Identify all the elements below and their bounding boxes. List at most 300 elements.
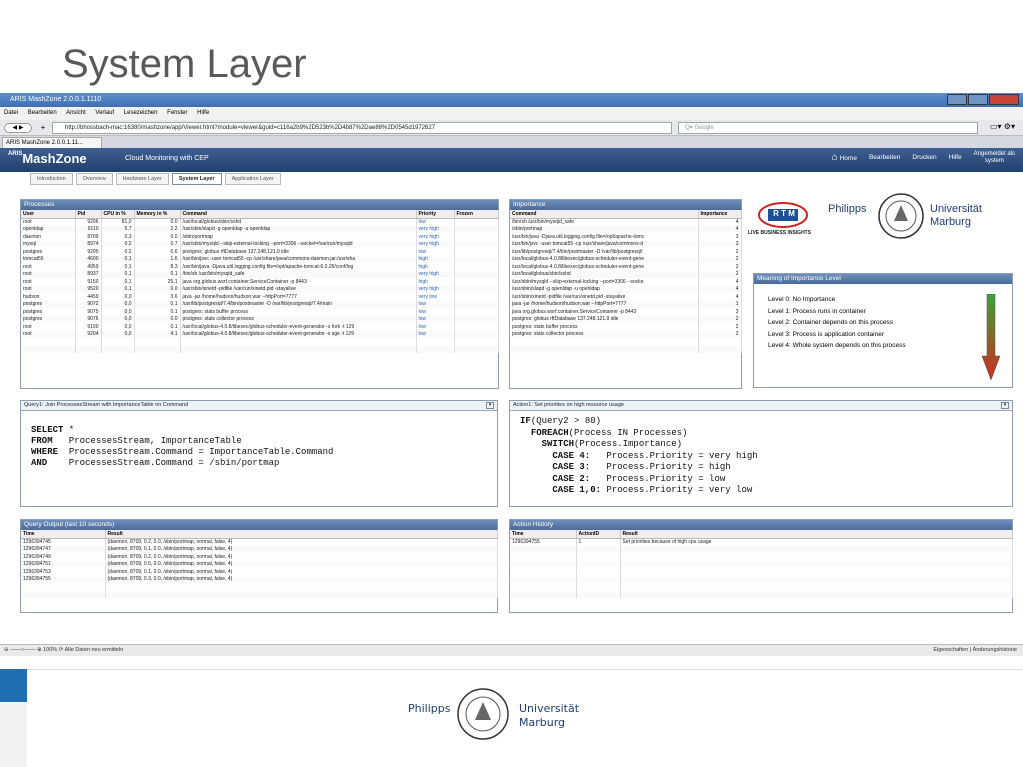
close-button[interactable] (989, 94, 1019, 105)
importance-cell: 2 (698, 256, 741, 264)
processes-cell: 0,2 (101, 241, 134, 249)
importance-row[interactable] (510, 301, 741, 309)
menu-datei[interactable]: Datei (4, 110, 19, 116)
menu-verlauf[interactable]: Verlauf (95, 110, 115, 116)
query1-expression: ProcessesStream, ImportanceTable (52, 436, 242, 446)
action1-line (520, 439, 1002, 451)
processes-cell: 9296 (75, 218, 101, 226)
action1-line (520, 416, 1002, 428)
home-link[interactable] (832, 151, 857, 166)
app-header (0, 148, 1023, 172)
action-history-empty-cell (576, 546, 620, 554)
importance-row[interactable] (510, 241, 741, 249)
processes-empty-cell (21, 346, 75, 354)
query1-expression: ProcessesStream.Command = /sbin/portmap (47, 458, 280, 468)
menu-bar (0, 107, 1023, 120)
query1-keyword: FROM (31, 436, 53, 446)
action-history-empty-cell (620, 568, 1012, 576)
query-output-empty-cell (105, 583, 497, 591)
processes-cell: 8937 (75, 271, 101, 279)
processes-column-header: Memory in % (134, 210, 180, 218)
query-output-empty-cell (105, 591, 497, 599)
processes-title: Processes (21, 200, 498, 210)
processes-cell: root (21, 263, 75, 271)
importance-column-header: Command (510, 210, 698, 218)
importance-row[interactable] (510, 293, 741, 301)
processes-row[interactable] (21, 308, 498, 316)
processes-cell (454, 323, 498, 331)
query-output-row[interactable] (21, 561, 497, 569)
processes-cell: /usr/local/globus/sbin/sshd (180, 218, 416, 226)
query-output-cell: 1296394749 (21, 553, 105, 561)
processes-cell: root (21, 278, 75, 286)
status-right-links[interactable]: Eigenschaften | Änderungshistorie (933, 647, 1017, 653)
action1-line (520, 485, 1002, 497)
processes-cell: 0,3 (101, 233, 134, 241)
importance-row[interactable] (510, 233, 741, 241)
action1-keyword: CASE 3: (552, 462, 591, 472)
processes-cell: 0,0 (101, 323, 134, 331)
processes-cell: 0,1 (101, 271, 134, 279)
processes-cell (454, 271, 498, 279)
query-output-row[interactable] (21, 553, 497, 561)
query-output-row[interactable] (21, 568, 497, 576)
footer-philipps: Philipps (408, 702, 451, 715)
zoom-slider[interactable]: ⊖ ——○—— ⊕ (4, 647, 44, 653)
query-output-cell: 1296394747 (21, 546, 105, 554)
importance-cell: /usr/local/globus-4.0.8/libexec/globus-scheduler-event-gene (510, 263, 698, 271)
processes-row[interactable] (21, 248, 498, 256)
processes-row[interactable] (21, 293, 498, 301)
meaning-level-0: Level 0: No Importance (768, 296, 836, 303)
action-history-empty-cell (620, 583, 1012, 591)
query-output-cell: 1296394753 (21, 568, 105, 576)
importance-cell: /usr/sbin/slapd -g openldap -u openldap (510, 286, 698, 294)
query-output-title: Query Output (last 10 seconds) (21, 520, 497, 530)
query-output-row[interactable] (21, 576, 497, 584)
importance-row[interactable] (510, 308, 741, 316)
processes-cell (454, 301, 498, 309)
processes-cell: very low (416, 293, 454, 301)
processes-column-header: Frozen (454, 210, 498, 218)
processes-cell: 9110 (75, 226, 101, 234)
browser-tab[interactable]: ARIS MashZone 2.0.0.1.11... (2, 137, 102, 148)
processes-cell: mysql (21, 241, 75, 249)
maximize-button[interactable] (968, 94, 988, 105)
importance-cell: java -jar /home/hudson/hudson.war --httpPort=7777 (510, 301, 698, 309)
action-history-empty-cell (576, 561, 620, 569)
processes-cell: 1.6 (134, 256, 180, 264)
importance-empty-row (510, 338, 741, 346)
footer-uni-1: Universität (519, 702, 580, 715)
browser-tab-bar (0, 136, 1023, 148)
importance-row[interactable] (510, 316, 741, 324)
processes-cell: 0,1 (101, 286, 134, 294)
processes-cell: 0,0 (101, 331, 134, 339)
importance-cell: postgres: globus rftDatabase 137.248.121.9 idle (510, 316, 698, 324)
menu-hilfe[interactable]: Hilfe (197, 110, 210, 116)
menu-fenster[interactable]: Fenster (167, 110, 188, 116)
processes-cell: 0.1 (134, 271, 180, 279)
processes-table (21, 210, 499, 353)
new-tab-icon[interactable]: + (40, 123, 46, 132)
processes-cell: low (416, 331, 454, 339)
refresh-icon[interactable]: ⟳ (58, 647, 65, 653)
importance-row[interactable] (510, 256, 741, 264)
processes-cell: 2.2 (134, 226, 180, 234)
processes-cell (454, 241, 498, 249)
processes-cell: 81,0 (101, 218, 134, 226)
action-history-title: Action History (510, 520, 1012, 530)
query-output-row[interactable] (21, 546, 497, 554)
processes-cell: 8709 (75, 233, 101, 241)
footer-accent (0, 669, 27, 702)
rtm-subtitle: LIVE BUSINESS INSIGHTS (748, 230, 812, 236)
processes-row[interactable] (21, 241, 498, 249)
action1-expression: Process.Priority = high (590, 462, 731, 472)
importance-row[interactable] (510, 278, 741, 286)
action-history-empty-cell (576, 553, 620, 561)
processes-column-header: Pid (75, 210, 101, 218)
importance-empty-cell (510, 338, 698, 346)
processes-empty-cell (101, 346, 134, 354)
query-output-row[interactable] (21, 538, 497, 546)
processes-cell: 9072 (75, 301, 101, 309)
processes-cell: 0,1 (101, 256, 134, 264)
processes-cell (454, 218, 498, 226)
action1-expression: Process.Priority = low (590, 473, 726, 484)
query1-keyword: WHERE (31, 447, 59, 457)
query1-line (31, 447, 487, 458)
minimize-button[interactable] (947, 94, 967, 105)
processes-cell: 4459 (75, 293, 101, 301)
importance-cell: /usr/local/globus/sbin/sshd (510, 271, 698, 279)
importance-cell: 3 (698, 233, 741, 241)
processes-cell: 0,1 (101, 278, 134, 286)
processes-empty-cell (416, 338, 454, 346)
tab-introduction[interactable]: Introduction (30, 173, 73, 185)
processes-cell: high (416, 278, 454, 286)
action-history-empty-row (510, 553, 1012, 561)
processes-cell: low (416, 316, 454, 324)
importance-cell: 4 (698, 286, 741, 294)
window-title-bar (0, 93, 1023, 107)
meaning-list (754, 284, 1012, 362)
query1-header (21, 401, 497, 411)
query1-line (31, 458, 487, 469)
action1-expression: (Query2 > 80) (530, 416, 602, 426)
processes-cell: postgres: stats collector process (180, 316, 416, 324)
query-output-panel (20, 519, 498, 613)
processes-cell: 0.1 (134, 308, 180, 316)
processes-cell: very high (416, 241, 454, 249)
importance-cell: postgres: stats collector process (510, 331, 698, 339)
action1-header (510, 401, 1012, 411)
action1-expression: Process.Priority = very high (590, 450, 758, 461)
query1-line (31, 425, 487, 436)
tab-application-layer[interactable]: Application Layer (225, 173, 281, 185)
processes-cell: very high (416, 286, 454, 294)
processes-cell: 0,0 (101, 316, 134, 324)
importance-row[interactable] (510, 263, 741, 271)
processes-empty-row (21, 338, 498, 346)
action-history-cell: Set priorities because of high cpu usage (620, 538, 1012, 546)
importance-row[interactable] (510, 331, 741, 339)
processes-cell: 8.3 (134, 263, 180, 271)
menu-bearbeiten[interactable]: Bearbeiten (27, 110, 57, 116)
processes-empty-cell (454, 346, 498, 354)
action1-line (520, 474, 1002, 486)
meaning-level-3: Level 3: Process is application container (768, 330, 884, 338)
processes-cell: 0.6 (134, 248, 180, 256)
tab-system-layer[interactable]: System Layer (172, 173, 222, 185)
query-output-column-header: Time (21, 530, 105, 538)
processes-cell: /usr/sbin/xinetd -pidfile /var/run/xinetd.pid -stayalive (180, 286, 416, 294)
importance-cell: 4 (698, 293, 741, 301)
processes-cell: 3.6 (134, 293, 180, 301)
url-field[interactable]: http://bhossbach-mac:16380/mashzone/app/Viewer.html?module=viewer&guid=c116a2b9%2D523b%2D4b87%2Dae88%2D0545d1972627 (52, 122, 672, 134)
processes-column-header: CPU in % (101, 210, 134, 218)
processes-cell (454, 308, 498, 316)
processes-column-header: User (21, 210, 75, 218)
query-output-cell: (daemon, 8709, 0.1, 0.0, /sbin/portmap, normal, false, 4) (105, 546, 497, 554)
tab-hardware-layer[interactable]: Hardware Layer (116, 173, 169, 185)
action-history-empty-row (510, 591, 1012, 599)
action-history-empty-row (510, 576, 1012, 584)
window-title: ARIS MashZone 2.0.0.1.1110 (10, 96, 102, 103)
processes-cell: very high (416, 233, 454, 241)
processes-cell (454, 316, 498, 324)
action-history-empty-row (510, 568, 1012, 576)
processes-cell (454, 263, 498, 271)
search-placeholder: Google (694, 125, 714, 131)
processes-cell: 0.7 (134, 241, 180, 249)
action-history-empty-cell (620, 576, 1012, 584)
action-history-empty-row (510, 546, 1012, 554)
processes-cell: low (416, 218, 454, 226)
app-tabs (30, 173, 281, 185)
footer-logo (405, 686, 605, 744)
action1-panel (509, 400, 1013, 507)
processes-cell: root (21, 218, 75, 226)
processes-cell: high (416, 263, 454, 271)
processes-cell: /usr/bin/java -Djava.util.logging.config.file=/opt/apache-tomcat-6.0.26/conf/log (180, 263, 416, 271)
processes-panel (20, 199, 499, 389)
processes-cell: /usr/lib/postgresql/7.4/bin/postmaster -D /var/lib/postgresql/7.4/main (180, 301, 416, 309)
processes-cell: /bin/sh /usr/bin/mysqld_safe (180, 271, 416, 279)
processes-row[interactable] (21, 286, 498, 294)
processes-cell: postgres (21, 248, 75, 256)
hilfe-link[interactable]: Hilfe (948, 154, 962, 161)
rtm-letters: R T M (773, 209, 795, 218)
processes-row[interactable] (21, 278, 498, 286)
processes-cell (454, 331, 498, 339)
zoom-level: 100% (43, 647, 58, 653)
action-history-empty-row (510, 561, 1012, 569)
importance-cell: 3 (698, 241, 741, 249)
importance-cell: 2 (698, 248, 741, 256)
query1-keyword: SELECT (31, 425, 64, 435)
importance-empty-cell (698, 346, 741, 354)
query-output-cell: (daemon, 8709, 0.2, 0.0, /sbin/portmap, normal, false, 4) (105, 538, 497, 546)
header-nav (832, 151, 1015, 166)
query1-code (21, 411, 497, 475)
processes-cell (454, 226, 498, 234)
action1-keyword: IF (520, 416, 531, 426)
processes-cell: 9075 (75, 308, 101, 316)
action-history-column-header: Time (510, 530, 576, 538)
action-history-empty-cell (510, 583, 576, 591)
search-field[interactable] (678, 122, 978, 134)
processes-cell: 5,7 (101, 226, 134, 234)
processes-cell: 8974 (75, 241, 101, 249)
processes-row[interactable] (21, 271, 498, 279)
query-output-column-header: Result (105, 530, 497, 538)
action1-line (520, 462, 1002, 474)
action-history-empty-cell (510, 553, 576, 561)
importance-cell: 2 (698, 316, 741, 324)
uni-text-1: Universität (930, 203, 982, 215)
user-info[interactable] (974, 151, 1015, 166)
processes-cell: java -jar /home/hudson/hudson.war --httpPort=7777 (180, 293, 416, 301)
mashzone-logo (8, 151, 87, 166)
action1-dropdown-icon[interactable]: ▾ (1001, 402, 1009, 409)
processes-empty-cell (454, 338, 498, 346)
bearbeiten-link[interactable]: Bearbeiten (868, 154, 901, 161)
processes-cell: postgres (21, 316, 75, 324)
philipps-uni-logo (824, 191, 1004, 241)
importance-row[interactable] (510, 248, 741, 256)
processes-cell: low (416, 248, 454, 256)
meaning-level-4: Level 4: Whole system depends on this process (768, 342, 906, 349)
processes-cell: 9295 (75, 248, 101, 256)
action-history-empty-cell (510, 568, 576, 576)
processes-row[interactable] (21, 256, 498, 264)
processes-cell: 0.0 (134, 218, 180, 226)
processes-column-header: Command (180, 210, 416, 218)
action1-expression: Process.Priority = very low (601, 485, 753, 495)
processes-row[interactable] (21, 301, 498, 309)
importance-arrow-icon (982, 294, 1000, 380)
processes-cell: 9520 (75, 286, 101, 294)
gear-icon[interactable]: ▭▾ ⚙▾ (990, 122, 1015, 131)
query1-panel (20, 400, 498, 507)
home-label: Home (839, 155, 857, 162)
processes-row[interactable] (21, 331, 498, 339)
action-history-empty-row (510, 583, 1012, 591)
processes-cell: openldap (21, 226, 75, 234)
status-text[interactable]: Alle Daten neu ermitteln (64, 647, 124, 653)
importance-row[interactable] (510, 323, 741, 331)
tab-overview[interactable]: Overview (76, 173, 113, 185)
action-history-row[interactable] (510, 538, 1012, 546)
action-history-column-header: Result (620, 530, 1012, 538)
processes-row[interactable] (21, 316, 498, 324)
importance-row[interactable] (510, 271, 741, 279)
processes-row[interactable] (21, 323, 498, 331)
action1-keyword: FOREACH (530, 427, 569, 438)
action-history-empty-cell (510, 546, 576, 554)
query-output-table (21, 530, 498, 598)
query1-title: Query1: Join ProcessesStream with ImportanceTable on Command (24, 402, 189, 408)
importance-row[interactable] (510, 226, 741, 234)
processes-row[interactable] (21, 226, 498, 234)
browser-screenshot (0, 93, 1023, 656)
user-line1: Angemeldet als (973, 151, 1015, 157)
action-history-cell: 1296394755 (510, 538, 576, 546)
processes-cell: very high (416, 271, 454, 279)
importance-cell: /usr/bin/jsvc -user tomcat55 -cp /usr/share/java/commons-d (510, 241, 698, 249)
action-history-empty-cell (576, 576, 620, 584)
importance-panel (509, 199, 742, 389)
processes-cell: 0,0 (101, 301, 134, 309)
processes-cell: tomcat55 (21, 256, 75, 264)
processes-row[interactable] (21, 263, 498, 271)
action-history-empty-cell (576, 583, 620, 591)
importance-row[interactable] (510, 218, 741, 226)
processes-cell (454, 286, 498, 294)
importance-cell: /usr/bin/java -Djava.util.logging.config.file=/opt/apache-tomc (510, 233, 698, 241)
processes-row[interactable] (21, 218, 498, 226)
processes-cell: /usr/local/globus-4.0.8/libexec/globus-scheduler-event-generator -s sge -t 129 (180, 331, 416, 339)
action1-keyword: SWITCH (541, 439, 575, 449)
processes-cell: root (21, 271, 75, 279)
processes-cell: low (416, 308, 454, 316)
action-history-empty-cell (510, 561, 576, 569)
query1-keyword: AND (31, 458, 48, 468)
processes-cell (454, 248, 498, 256)
action-history-column-header: ActionID (576, 530, 620, 538)
processes-cell: postgres (21, 308, 75, 316)
processes-cell: postgres: stats buffer process (180, 308, 416, 316)
processes-empty-cell (416, 346, 454, 354)
query1-dropdown-icon[interactable]: ▾ (486, 402, 494, 409)
query-output-empty-row (21, 583, 497, 591)
query-output-cell: (daemon, 8709, 0.2, 0.0, /sbin/portmap, normal, false, 4) (105, 553, 497, 561)
processes-empty-row (21, 346, 498, 354)
back-forward-buttons[interactable]: ◀ ▶ (4, 123, 32, 133)
importance-cell: /usr/sbin/xinetd -pidfile /var/run/xinetd.pid -stayalive (510, 293, 698, 301)
processes-cell: 0.0 (134, 316, 180, 324)
processes-cell: 0,0 (101, 308, 134, 316)
processes-cell: 4959 (75, 263, 101, 271)
processes-empty-cell (180, 338, 416, 346)
processes-cell: 0,1 (101, 263, 134, 271)
processes-cell: 9076 (75, 316, 101, 324)
processes-cell: 0.1 (134, 301, 180, 309)
importance-cell: 2 (698, 331, 741, 339)
importance-cell: /sbin/portmap (510, 226, 698, 234)
action-history-empty-cell (510, 576, 576, 584)
query-output-cell: (daemon, 8709, 0.1, 0.0, /sbin/portmap, normal, false, 4) (105, 568, 497, 576)
processes-cell: low (416, 323, 454, 331)
processes-cell: 9150 (75, 278, 101, 286)
action1-keyword: CASE 2: (552, 473, 591, 484)
query1-line (31, 436, 487, 447)
processes-row[interactable] (21, 233, 498, 241)
processes-cell: 0,0 (101, 293, 134, 301)
processes-cell: java org.globus.wsrf.container.ServiceContainer -p 8443 (180, 278, 416, 286)
meaning-level-1: Level 1: Process runs in container (768, 307, 866, 315)
philipps-text: Philipps (828, 203, 867, 215)
search-icon: Q▾ (685, 125, 695, 131)
menu-ansicht[interactable]: Ansicht (66, 110, 86, 116)
importance-cell: java org.globus.wsrf.container.ServiceContainer -p 8443 (510, 308, 698, 316)
menu-lesezeichen[interactable]: Lesezeichen (123, 110, 158, 116)
importance-row[interactable] (510, 286, 741, 294)
importance-empty-cell (510, 346, 698, 354)
drucken-link[interactable]: Drucken (912, 154, 937, 161)
